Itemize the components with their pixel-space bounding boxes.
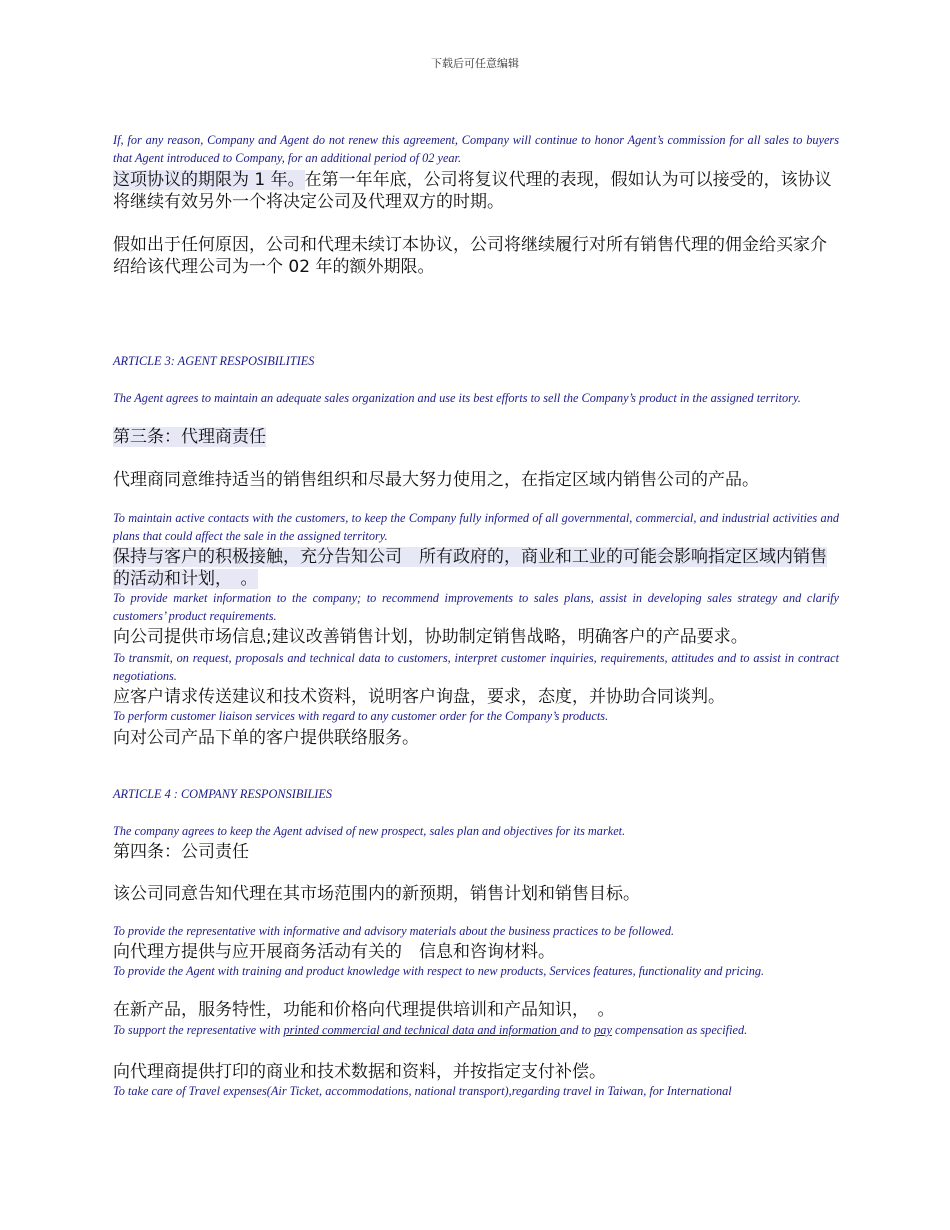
- term-clause-cn: [113, 169, 839, 213]
- pay-link[interactable]: pay: [594, 1023, 612, 1037]
- article3-heading-cn-text: 第三条：代理商责任: [113, 427, 266, 447]
- article4-duty3-en-c: compensation as specified.: [611, 1023, 748, 1037]
- article4-duty3-cn: 向代理商提供打印的商业和技术数据和资料，并按指定支付补偿。: [113, 1062, 606, 1082]
- article3-duty4-en: To perform customer liaison services with regard to any customer order for the Company’s products.: [113, 709, 609, 723]
- article4-duty2-cn: 在新产品，服务特性，功能和价格向代理提供培训和产品知识， 。: [113, 1000, 615, 1020]
- term-clause-cn-highlight: 这项协议的期限为 1 年。: [113, 170, 305, 190]
- article4-heading-cn: 第四条：公司责任: [113, 842, 249, 862]
- article3-duty3-en: To transmit, on request, proposals and technical data to customers, interpret customer inquiries, requirements, attitudes and to assist in contract negotiations.: [113, 651, 839, 683]
- article4-duty3-en: [113, 1021, 839, 1039]
- article3-duty2-en: To provide market information to the company; to recommend improvements to sales plans, assist in developing sales strategy and clarify customers’ product requirements.: [113, 591, 839, 623]
- renewal-clause-en: If, for any reason, Company and Agent do not renew this agreement, Company will continue to honor Agent’s commission for all sales to buyers that Agent introduced to Company, for an additional period of 02 year.: [113, 133, 839, 165]
- article3-duty3-cn: 应客户请求传送建议和技术资料，说明客户询盘，要求，态度，并协助合同谈判。: [113, 687, 725, 707]
- page-header: 下载后可任意编辑: [431, 57, 519, 70]
- article3-duty1-cn-text: 保持与客户的积极接触，充分告知公司 所有政府的，商业和工业的可能会影响指定区域内销售的活动和计划， 。: [113, 547, 827, 589]
- article3-duty4-cn: 向对公司产品下单的客户提供联络服务。: [113, 728, 419, 748]
- article4-intro-en: The company agrees to keep the Agent advised of new prospect, sales plan and objectives for its market.: [113, 824, 626, 838]
- renewal-clause-cn: 假如出于任何原因，公司和代理未续订本协议，公司将继续履行对所有销售代理的佣金给买家介绍给该代理公司为一个 02 年的额外期限。: [113, 235, 827, 277]
- article4-duty1-en: To provide the representative with informative and advisory materials about the business practices to be followed.: [113, 924, 675, 938]
- article3-intro-en: The Agent agrees to maintain an adequate sales organization and use its best efforts to sell the Company’s product in the assigned territory.: [113, 391, 801, 405]
- article3-duty1-cn: [113, 546, 839, 590]
- printed-data-link[interactable]: printed commercial and technical data and information: [283, 1023, 560, 1037]
- article4-duty2-en: To provide the Agent with training and product knowledge with respect to new products, Services features, functionality and pricing.: [113, 964, 765, 978]
- article4-heading-en: ARTICLE 4 : COMPANY RESPONSIBILIES: [113, 787, 333, 801]
- article3-intro-cn: 代理商同意维持适当的销售组织和尽最大努力使用之，在指定区域内销售公司的产品。: [113, 470, 759, 490]
- term-clause-cn-rest: 在第一年年底，公司将复议代理的表现，假如认为可以接受的，该协议将继续有效另外一个将决定公司及代理双方的时期。: [113, 170, 832, 212]
- article3-heading-cn: [113, 426, 839, 448]
- article4-duty1-cn: 向代理方提供与应开展商务活动有关的 信息和咨询材料。: [113, 942, 555, 962]
- article4-intro-cn: 该公司同意告知代理在其市场范围内的新预期，销售计划和销售目标。: [113, 884, 640, 904]
- article4-duty3-en-b: and to: [559, 1023, 595, 1037]
- article4-duty4-en: To take care of Travel expenses(Air Ticket, accommodations, national transport),regarding travel in Taiwan, for International: [113, 1084, 732, 1098]
- article3-duty1-en: To maintain active contacts with the customers, to keep the Company fully informed of all governmental, commercial, and industrial activities and plans that could affect the sale in the assigned territory.: [113, 511, 839, 543]
- article3-duty2-cn: 向公司提供市场信息;建议改善销售计划，协助制定销售战略，明确客户的产品要求。: [113, 627, 748, 647]
- article4-duty3-en-a: To support the representative with: [113, 1023, 284, 1037]
- article3-heading-en: ARTICLE 3: AGENT RESPOSIBILITIES: [113, 354, 315, 368]
